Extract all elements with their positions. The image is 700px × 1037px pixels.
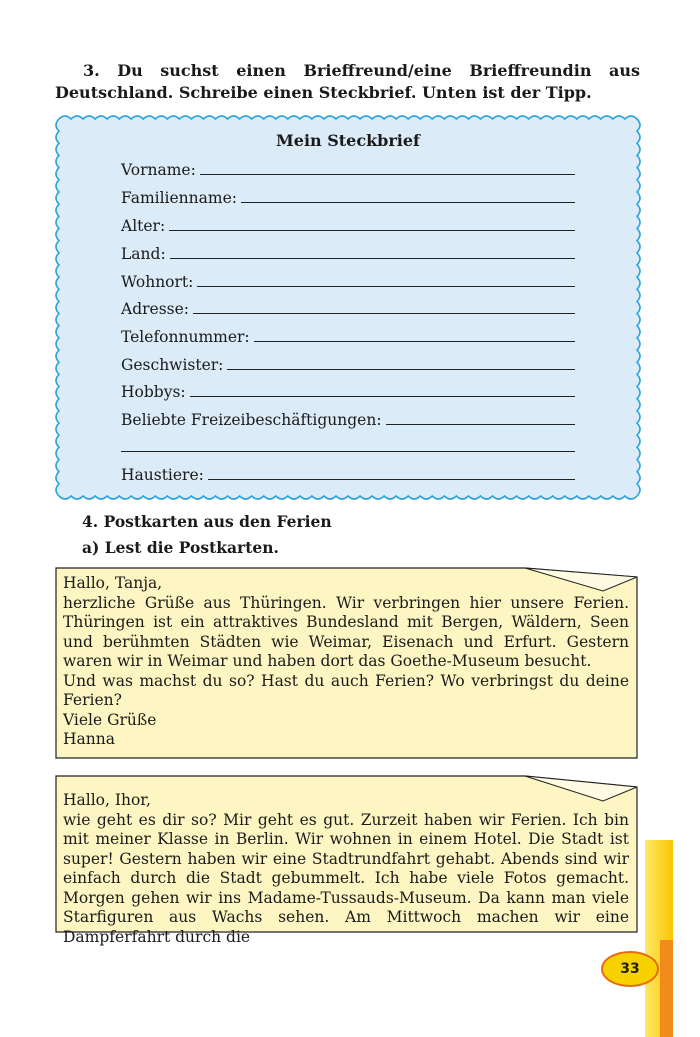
page-number-badge: 33 bbox=[601, 951, 659, 987]
postcard-line: Hallo, Tanja, bbox=[63, 574, 163, 592]
field-land bbox=[121, 241, 575, 263]
fill-in-line[interactable] bbox=[169, 230, 575, 231]
field-adresse bbox=[121, 296, 575, 318]
postcard-line: wie geht es dir so? Mir geht es gut. Zurzeit haben wir Ferien. Ich bin mit meiner Klasse in Berlin. Wir wohnen in einem Hotel. Die Stadt ist super! Gestern haben wir eine Stadtrundfahrt gehabt. Abends sind wir einfach durch die Stadt gebummelt. Ich habe viele Fotos gemacht. Morgen gehen wir ins Madame-Tussauds-Museum. Da kann man viele Starfiguren aus Wachs sehen. Am Mittwoch machen wir eine Dampferfahrt durch die bbox=[63, 810, 629, 946]
field-label: Haustiere: bbox=[121, 466, 204, 484]
field-label: Wohnort: bbox=[121, 273, 194, 291]
field-label: Geschwister: bbox=[121, 356, 224, 374]
field-haustiere bbox=[121, 462, 575, 484]
field-label: Hobbys: bbox=[121, 383, 186, 401]
postcard-text bbox=[63, 791, 629, 947]
field-label: Alter: bbox=[121, 217, 166, 235]
postcard-line: Und was machst du so? Hast du auch Ferien? Wo verbringst du deine Ferien? bbox=[63, 671, 629, 709]
field-familienname bbox=[121, 185, 575, 207]
field-telefonnummer bbox=[121, 324, 575, 346]
field-freizeit bbox=[121, 407, 575, 429]
field-label: Land: bbox=[121, 245, 166, 263]
field-label: Familienname: bbox=[121, 189, 237, 207]
steckbrief-title: Mein Steckbrief bbox=[276, 131, 420, 150]
field-hobbys bbox=[121, 379, 575, 401]
fill-in-line[interactable] bbox=[197, 286, 575, 287]
fill-in-line[interactable] bbox=[193, 313, 575, 314]
fill-in-line[interactable] bbox=[227, 369, 575, 370]
postcard-line: Viele Grüße bbox=[63, 710, 157, 729]
postcard-line: Hanna bbox=[63, 730, 115, 748]
steckbrief-box bbox=[55, 115, 641, 500]
field-vorname bbox=[121, 157, 575, 179]
fill-in-line[interactable] bbox=[254, 341, 575, 342]
field-alter bbox=[121, 213, 575, 235]
fill-in-line[interactable] bbox=[208, 479, 575, 480]
decorative-side-bar-accent bbox=[660, 940, 673, 1037]
postcard-text bbox=[63, 574, 629, 750]
task3-heading: 3. Du suchst einen Brieffreund/eine Brieffreundin aus Deutschland. Schreibe einen Steckbrief. Unten ist der Tipp. bbox=[55, 61, 640, 102]
task4-heading: 4. Postkarten aus den Ferien bbox=[82, 512, 332, 531]
fill-in-line[interactable] bbox=[170, 258, 575, 259]
field-label: Telefonnummer: bbox=[121, 328, 250, 346]
field-wohnort bbox=[121, 269, 575, 291]
postcard-2 bbox=[55, 775, 638, 946]
fill-in-line[interactable] bbox=[121, 451, 575, 452]
field-label: Vorname: bbox=[121, 161, 196, 179]
fill-in-line[interactable] bbox=[190, 396, 575, 397]
fill-in-line[interactable] bbox=[386, 424, 575, 425]
field-geschwister bbox=[121, 352, 575, 374]
fill-in-line[interactable] bbox=[200, 174, 575, 175]
field-label: Beliebte Freizeibeschäftigungen: bbox=[121, 411, 382, 429]
postcard-1 bbox=[55, 567, 638, 759]
fill-in-line[interactable] bbox=[241, 202, 575, 203]
field-freizeit-extra bbox=[121, 434, 575, 456]
postcard-line: Hallo, Ihor, bbox=[63, 791, 151, 809]
postcard-line: herzliche Grüße aus Thüringen. Wir verbringen hier unsere Ferien. Thüringen ist ein attraktives Bundesland mit Bergen, Wäldern, Seen und berühmten Städten wie Weimar, Eisenach und Erfurt. Gestern waren wir in Weimar und haben dort das Goethe-Museum besucht. bbox=[63, 593, 629, 670]
task4-subheading: a) Lest die Postkarten. bbox=[82, 538, 279, 557]
field-label: Adresse: bbox=[121, 300, 190, 318]
